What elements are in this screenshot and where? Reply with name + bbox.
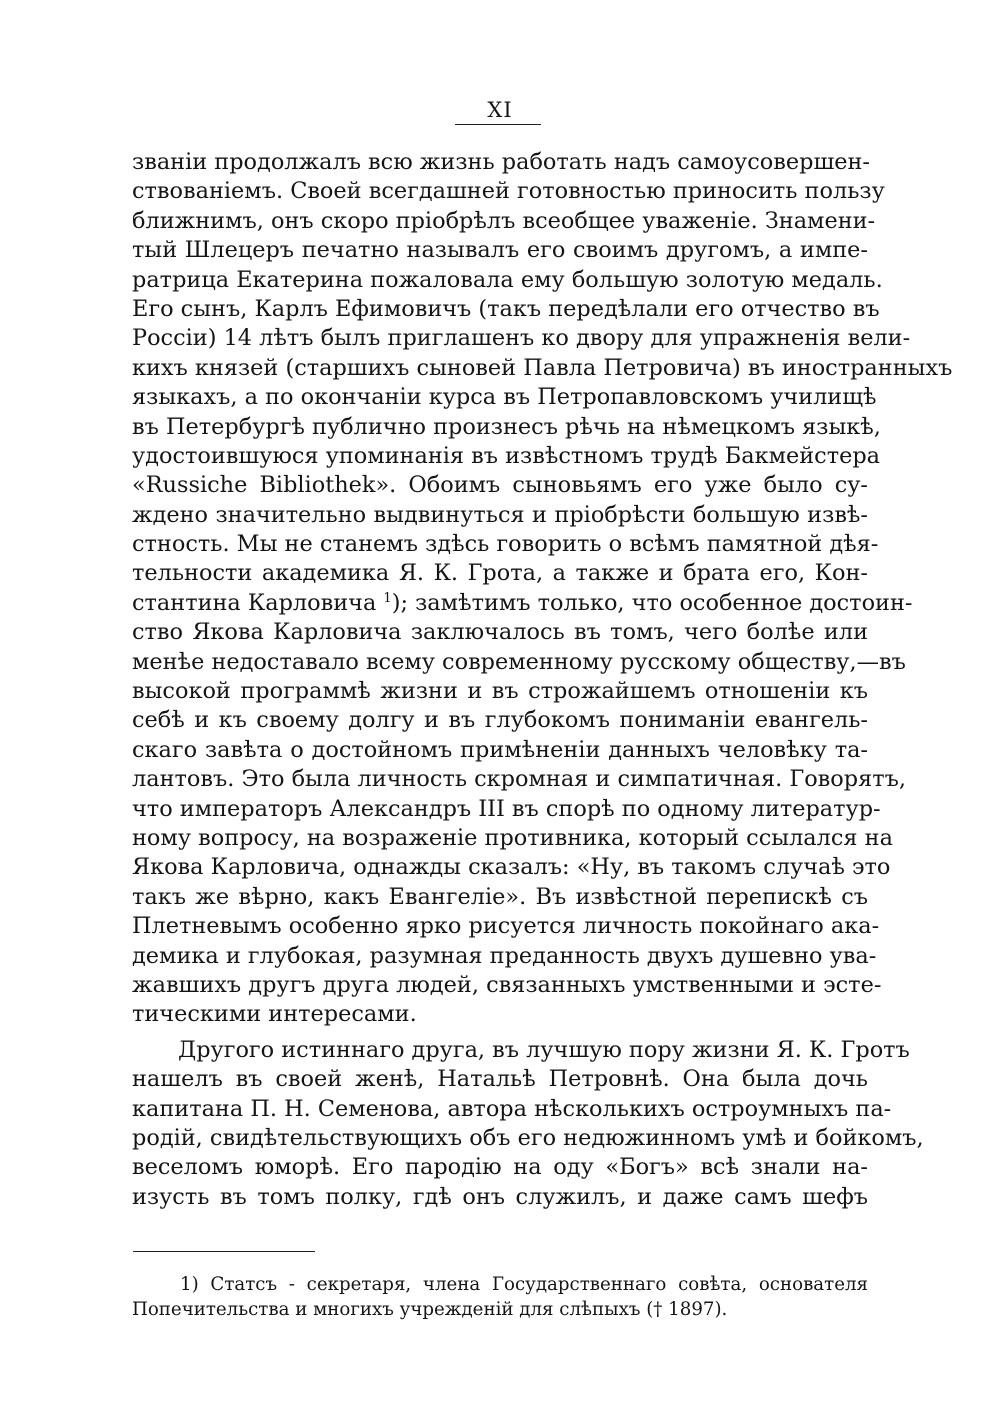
footnotes [132,1273,868,1322]
footnote-ref: 1 [383,590,392,606]
text-line: языкахъ, а по окончаніи курса въ Петропавловскомъ училищѣ [132,384,877,411]
text-line: ждено значительно выдвинуться и пріобрѣсти большую извѣ- [132,501,868,528]
text-line: себѣ и къ своему долгу и въ глубокомъ пониманіи евангель- [132,707,868,734]
footnote-marker: 1 [180,1274,192,1295]
text-line: тый Шлецеръ печатно называлъ его своимъ другомъ, а импе- [132,237,868,264]
text-line: такъ же вѣрно, какъ Евангеліе». Въ извѣстной перепискѣ съ [132,883,868,910]
text-line: Его сынъ, Карлъ Ефимовичъ (такъ передѣлали его отчество въ [132,295,880,322]
text-line: что императоръ Александръ III въ спорѣ по одному литератур- [132,795,881,822]
footnote-rule [133,1251,315,1252]
text-line: жавшихъ другъ друга людей, связанныхъ умственными и эсте- [132,971,882,998]
text-line: менѣе недоставало всему современному русскому обществу,—въ [132,648,906,675]
text-line: тельности академика Я. К. Грота, а также и брата его, Кон- [132,560,868,587]
text-line: веселомъ юморѣ. Его пародію на оду «Богъ» всѣ знали на- [132,1154,868,1181]
text-line: Другого истиннаго друга, въ лучшую пору жизни Я. К. Гротъ [178,1036,910,1063]
text-line: стность. Мы не станемъ здѣсь говорить о всѣмъ памятной дѣя- [132,531,879,558]
text-line: Плетневымъ особенно ярко рисуется личность покойнаго ака- [132,913,880,940]
paragraph-1 [132,148,953,1030]
text-line: ствованіемъ. Своей всегдашней готовностью приносить пользу [132,178,885,205]
text-line: ному вопросу, на возраженіе противника, который ссылался на [132,824,893,851]
footnote-line: Попечительства и многихъ учрежденій для слѣпыхъ († 1897). [132,1298,728,1320]
text-line: нашелъ въ своей женѣ, Натальѣ Петровнѣ. Она была дочь [132,1066,868,1093]
text-line: «Russiche Bibliothek». Обоимъ сыновьямъ его уже было су- [132,472,868,499]
text-line: лантовъ. Это была личность скромная и симпатичная. Говорятъ, [132,766,906,793]
text-line: удостоившуюся упоминанія въ извѣстномъ трудѣ Бакмейстера [132,442,881,469]
text-line: званіи продолжалъ всю жизнь работать надъ самоусовершен- [132,149,870,175]
text-line: демика и глубокая, разумная преданность двухъ душевно ува- [132,942,877,969]
text-line: тическими интересами. [132,1001,417,1028]
text-line: Россіи) 14 лѣтъ былъ приглашенъ ко двору для упражненія вели- [132,325,911,352]
footnote-line [132,1273,868,1298]
text-line: кихъ князей (старшихъ сыновей Павла Петровича) въ иностранныхъ [132,354,953,381]
text-line: скаго завѣта о достойномъ примѣненіи данныхъ человѣку та- [132,736,868,763]
text-fragment: стантина Карловича [132,589,377,616]
text-line: капитана П. Н. Семенова, автора нѣсколькихъ остроумныхъ па- [132,1095,892,1122]
text-line: родій, свидѣтельствующихъ объ его недюжинномъ умѣ и бойкомъ, [132,1124,924,1151]
text-line: ближнимъ, онъ скоро пріобрѣлъ всеобщее уваженіе. Знамени- [132,207,876,234]
paragraph-2 [132,1036,924,1212]
text-line: въ Петербургѣ публично произнесъ рѣчь на нѣмецкомъ языкѣ, [132,413,881,440]
text-line: ратрица Екатерина пожаловала ему большую золотую медаль. [132,266,883,293]
text-line-with-footnote-ref [132,589,913,618]
header-rule [455,124,541,125]
text-fragment: ); замѣтимъ только, что особенное достоин- [391,589,913,616]
footnote-text: ) Статсъ - секретаря, члена Государственнаго совѣта, основателя [191,1274,868,1295]
body-text [132,148,953,1212]
text-line: Якова Карловича, однажды сказалъ: «Ну, въ такомъ случаѣ это [132,854,891,881]
text-line: ство Якова Карловича заключалось въ томъ, чего болѣе или [132,619,868,646]
page-number: XI [487,98,513,122]
text-line: высокой программѣ жизни и въ строжайшемъ отношеніи къ [132,678,868,705]
text-line: изусть въ томъ полку, гдѣ онъ служилъ, и даже самъ шефъ [132,1183,868,1210]
